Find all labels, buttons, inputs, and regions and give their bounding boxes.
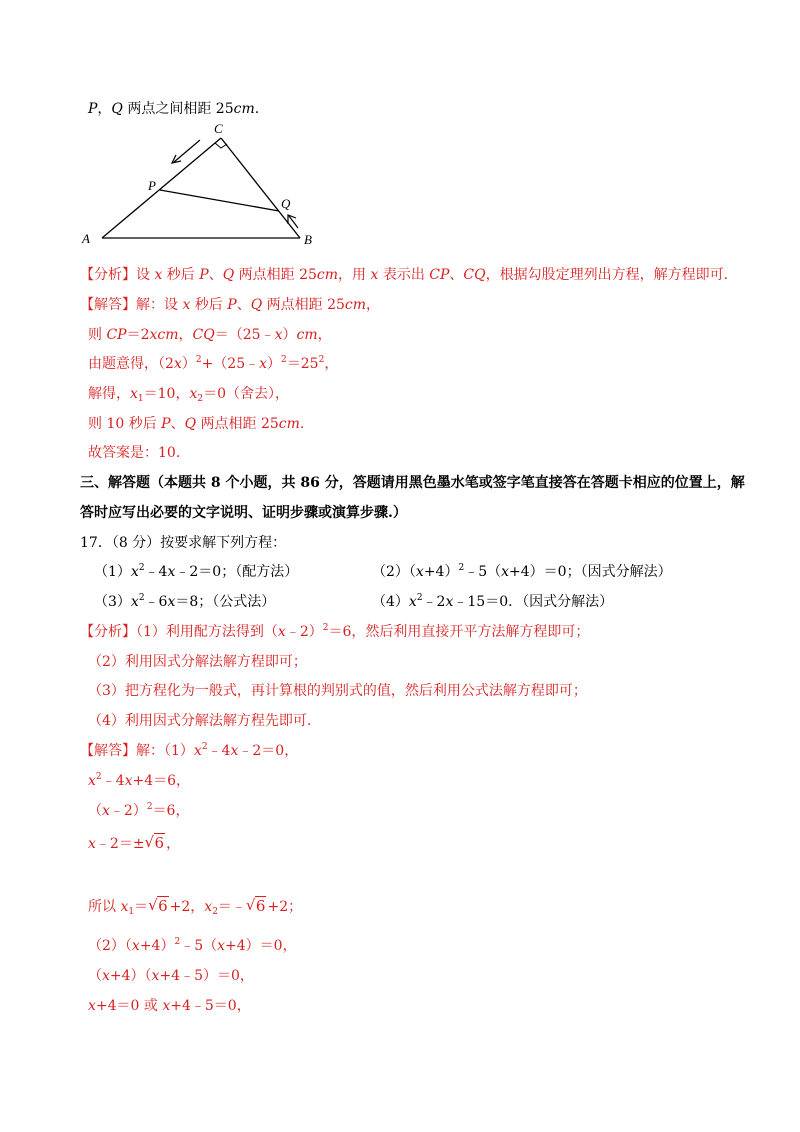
answer-2-line-4: x﹣2＝± √ 6 ， [88, 833, 181, 852]
analysis-2-line-3: （3）把方程化为一般式，再计算根的判别式的值，然后利用公式法解方程即可； [88, 683, 587, 699]
answer-1-line-4: 解得，$x_1=10$，$x_2=0$（舍去）， [88, 386, 290, 404]
label-c: C [214, 121, 223, 136]
answer-2-line-1: 【解答】解：$(1)x^2﹣4x﹣2=0$， [80, 742, 299, 759]
side-ac [102, 138, 221, 238]
answer-1-line-3: 由题意得，$(2x)^2+(25﹣x)^2=25^2$， [88, 355, 339, 372]
label-b: B [304, 232, 312, 247]
answer-2-line-6: $(2)(x+4)^2﹣5(x+4)=0$， [88, 937, 297, 954]
analysis-1: 【分析】设 x 秒后 P、Q 两点相距 25cm，用 x 表示出 CP、CQ，根据勾股定理列出方程，解方程即可. [80, 267, 729, 283]
continued-answer-line: P，Q 两点之间相距 25cm. [88, 101, 260, 117]
segment-pq [160, 190, 279, 211]
answer-2-line-7: （x+4）（x+4﹣5）＝0， [88, 968, 254, 984]
answer-2-line-2: $x^2﹣4x+4=6$， [88, 772, 191, 789]
sqrt-6: √ 6 [144, 833, 165, 852]
answer-1-line-5: 则 10 秒后 P、Q 两点相距 25cm. [88, 416, 305, 432]
analysis-2-line-1: 【分析】（1）利用配方法得到（x﹣2）$^2$＝6，然后利用直接开平方法解方程即可； [80, 623, 590, 640]
answer-1-line-2: 则 CP＝2xcm，CQ＝（25﹣x）cm， [88, 327, 332, 343]
question-17-part-1: $(1)x^2﹣4x﹣2=0$；（配方法） [94, 563, 299, 580]
section-3-heading-line-2: 答时应写出必要的文字说明、证明步骤或演算步骤.） [80, 505, 407, 521]
answer-1-line-1: 【解答】解：设 x 秒后 P、Q 两点相距 25cm， [80, 297, 381, 313]
section-3-heading-line-1: 三、解答题（本题共 8 个小题，共 86 分，答题请用黑色墨水笔或签字笔直接答在答题卡相应的位置上，解 [80, 475, 745, 491]
label-q: Q [281, 196, 291, 211]
answer-2-line-3: （x﹣2）$^2$＝6， [88, 802, 190, 819]
answer-2-line-8: x+4＝0 或 x+4﹣5＝0， [88, 998, 251, 1014]
answer-1-line-6: 故答案是：10. [88, 445, 181, 461]
question-17-title: 17．（8 分）按要求解下列方程： [80, 535, 287, 551]
sqrt-6: √ 6 [148, 896, 168, 915]
sqrt-6: √ 6 [245, 896, 266, 915]
analysis-2-line-2: （2）利用因式分解法解方程即可； [88, 654, 307, 670]
question-17-part-3: $(3)x^2﹣6x=8$；（公式法） [94, 593, 276, 610]
answer-2-line-5: 所以 $x_1=$ √ 6 +2，$x_2=﹣$ √ 6 +2； [88, 896, 303, 917]
arrow-p-head [172, 155, 181, 163]
right-triangle-figure [80, 120, 330, 250]
label-p: P [148, 178, 156, 193]
analysis-2-line-4: （4）利用因式分解法解方程先即可. [88, 713, 312, 729]
label-a: A [82, 231, 90, 246]
question-17-part-4: $(4)x^2﹣2x﹣15=0$．（因式分解法） [372, 593, 614, 610]
question-17-part-2: $(2)(x+4)^2﹣5(x+4)=0$；（因式分解法） [372, 563, 672, 580]
